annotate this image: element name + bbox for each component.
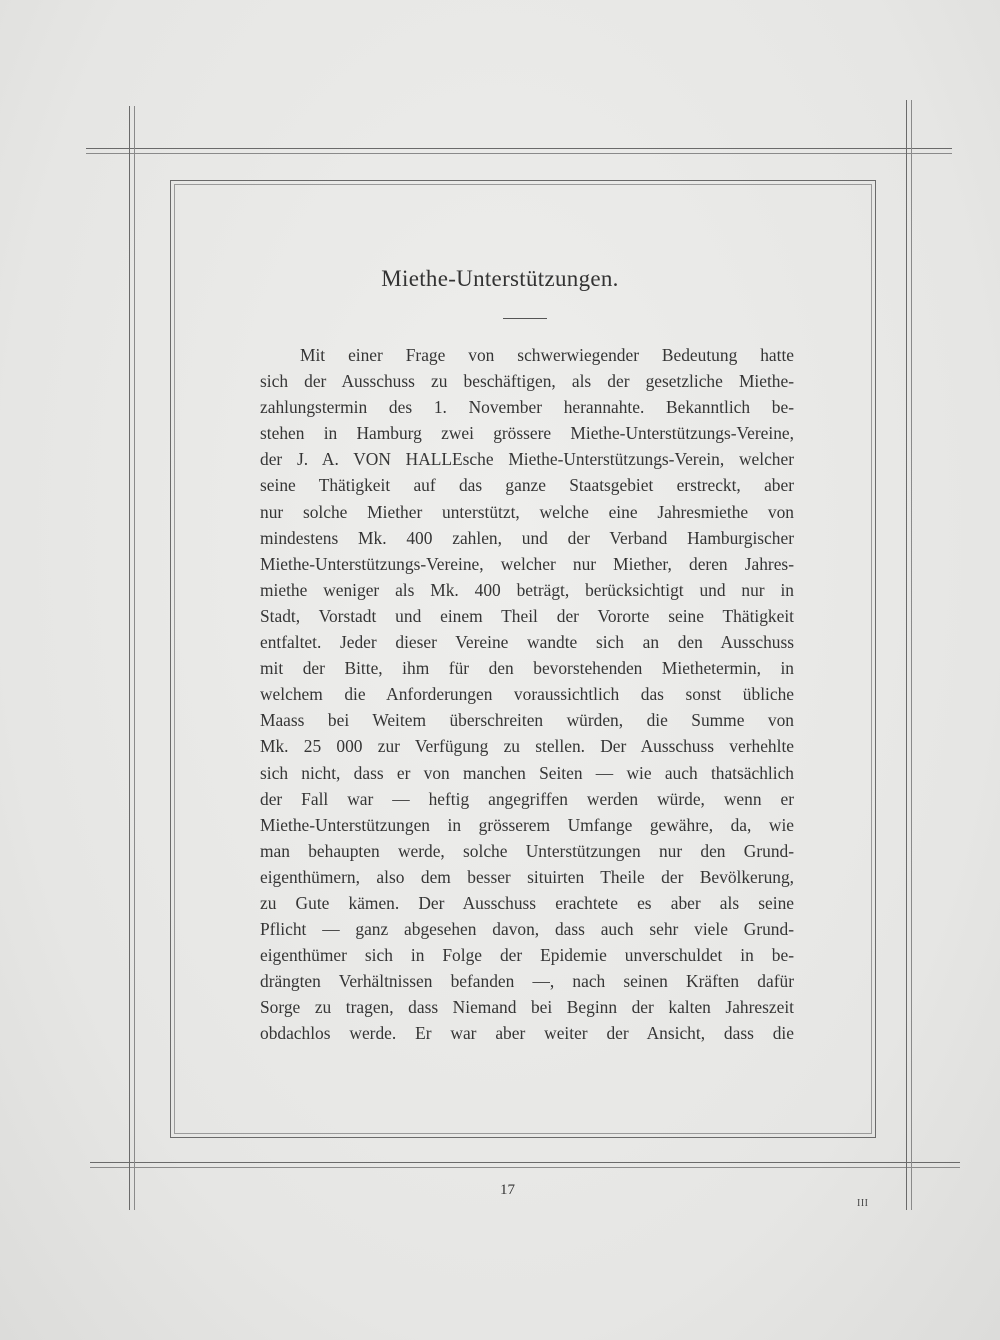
page-number: 17 — [500, 1182, 515, 1198]
text-line: Mk. 25 000 zur Verfügung zu stellen. Der Ausschuss verhehlte — [260, 736, 794, 757]
body-text — [260, 342, 794, 1047]
text-line: eigenthümern, also dem besser situirten Theile der Bevölkerung, — [260, 866, 794, 887]
signature-mark: III — [857, 1198, 869, 1209]
bottom-border-rule — [90, 1162, 960, 1163]
text-line: Mit einer Frage von schwerwiegender Bedeutung hatte — [300, 345, 794, 365]
text-line: sich nicht, dass er von manchen Seiten — wie auch thatsächlich — [260, 762, 794, 783]
text-line: miethe weniger als Mk. 400 beträgt, berücksichtigt und nur in — [260, 579, 794, 600]
text-line: nur solche Miether unterstützt, welche eine Jahresmiethe von — [260, 501, 794, 522]
text-line: Sorge zu tragen, dass Niemand bei Beginn der kalten Jahreszeit — [260, 997, 794, 1018]
text-line: seine Thätigkeit auf das ganze Staatsgebiet erstreckt, aber — [260, 475, 794, 496]
text-line: zu Gute kämen. Der Ausschuss erachtete es aber als seine — [260, 892, 794, 913]
text-line: der Fall war — heftig angegriffen werden würde, wenn er — [260, 788, 794, 809]
text-line: sich der Ausschuss zu beschäftigen, als der gesetzliche Miethe- — [260, 371, 794, 392]
text-line: Miethe-Unterstützungen in grösserem Umfange gewähre, da, wie — [260, 814, 794, 835]
text-line: obdachlos werde. Er war aber weiter der Ansicht, dass die — [260, 1023, 794, 1044]
text-line: mindestens Mk. 400 zahlen, und der Verband Hamburgischer — [260, 527, 794, 548]
text-line: Miethe-Unterstützungs-Vereine, welcher nur Miether, deren Jahres- — [260, 553, 794, 574]
text-line: Pflicht — ganz abgesehen davon, dass auch sehr viele Grund- — [260, 919, 794, 940]
text-line: der J. A. VON HALLEsche Miethe-Unterstützungs-Verein, welcher — [260, 449, 794, 470]
text-line: zahlungstermin des 1. November herannahte. Bekanntlich be- — [260, 397, 794, 418]
text-line: stehen in Hamburg zwei grössere Miethe-Unterstützungs-Vereine, — [260, 423, 794, 444]
text-line: entfaltet. Jeder dieser Vereine wandte sich an den Ausschuss — [260, 632, 794, 653]
text-line: man behaupten werde, solche Unterstützungen nur den Grund- — [260, 840, 794, 861]
text-line: Stadt, Vorstadt und einem Theil der Vororte seine Thätigkeit — [260, 605, 794, 626]
text-line: eigenthümer sich in Folge der Epidemie unverschuldet in be- — [260, 945, 794, 966]
top-border-rule-thin — [86, 153, 952, 154]
text-line: Maass bei Weitem überschreiten würden, die Summe von — [260, 710, 794, 731]
bottom-border-rule-thin — [90, 1167, 960, 1168]
page-title: Miethe-Unterstützungen. — [381, 266, 619, 291]
text-line: mit der Bitte, ihm für den bevorstehenden Miethetermin, in — [260, 658, 794, 679]
title-divider — [503, 318, 547, 319]
top-border-rule — [86, 148, 952, 149]
text-line: drängten Verhältnissen befanden —, nach seinen Kräften dafür — [260, 971, 794, 992]
text-line: welchem die Anforderungen voraussichtlich das sonst übliche — [260, 684, 794, 705]
